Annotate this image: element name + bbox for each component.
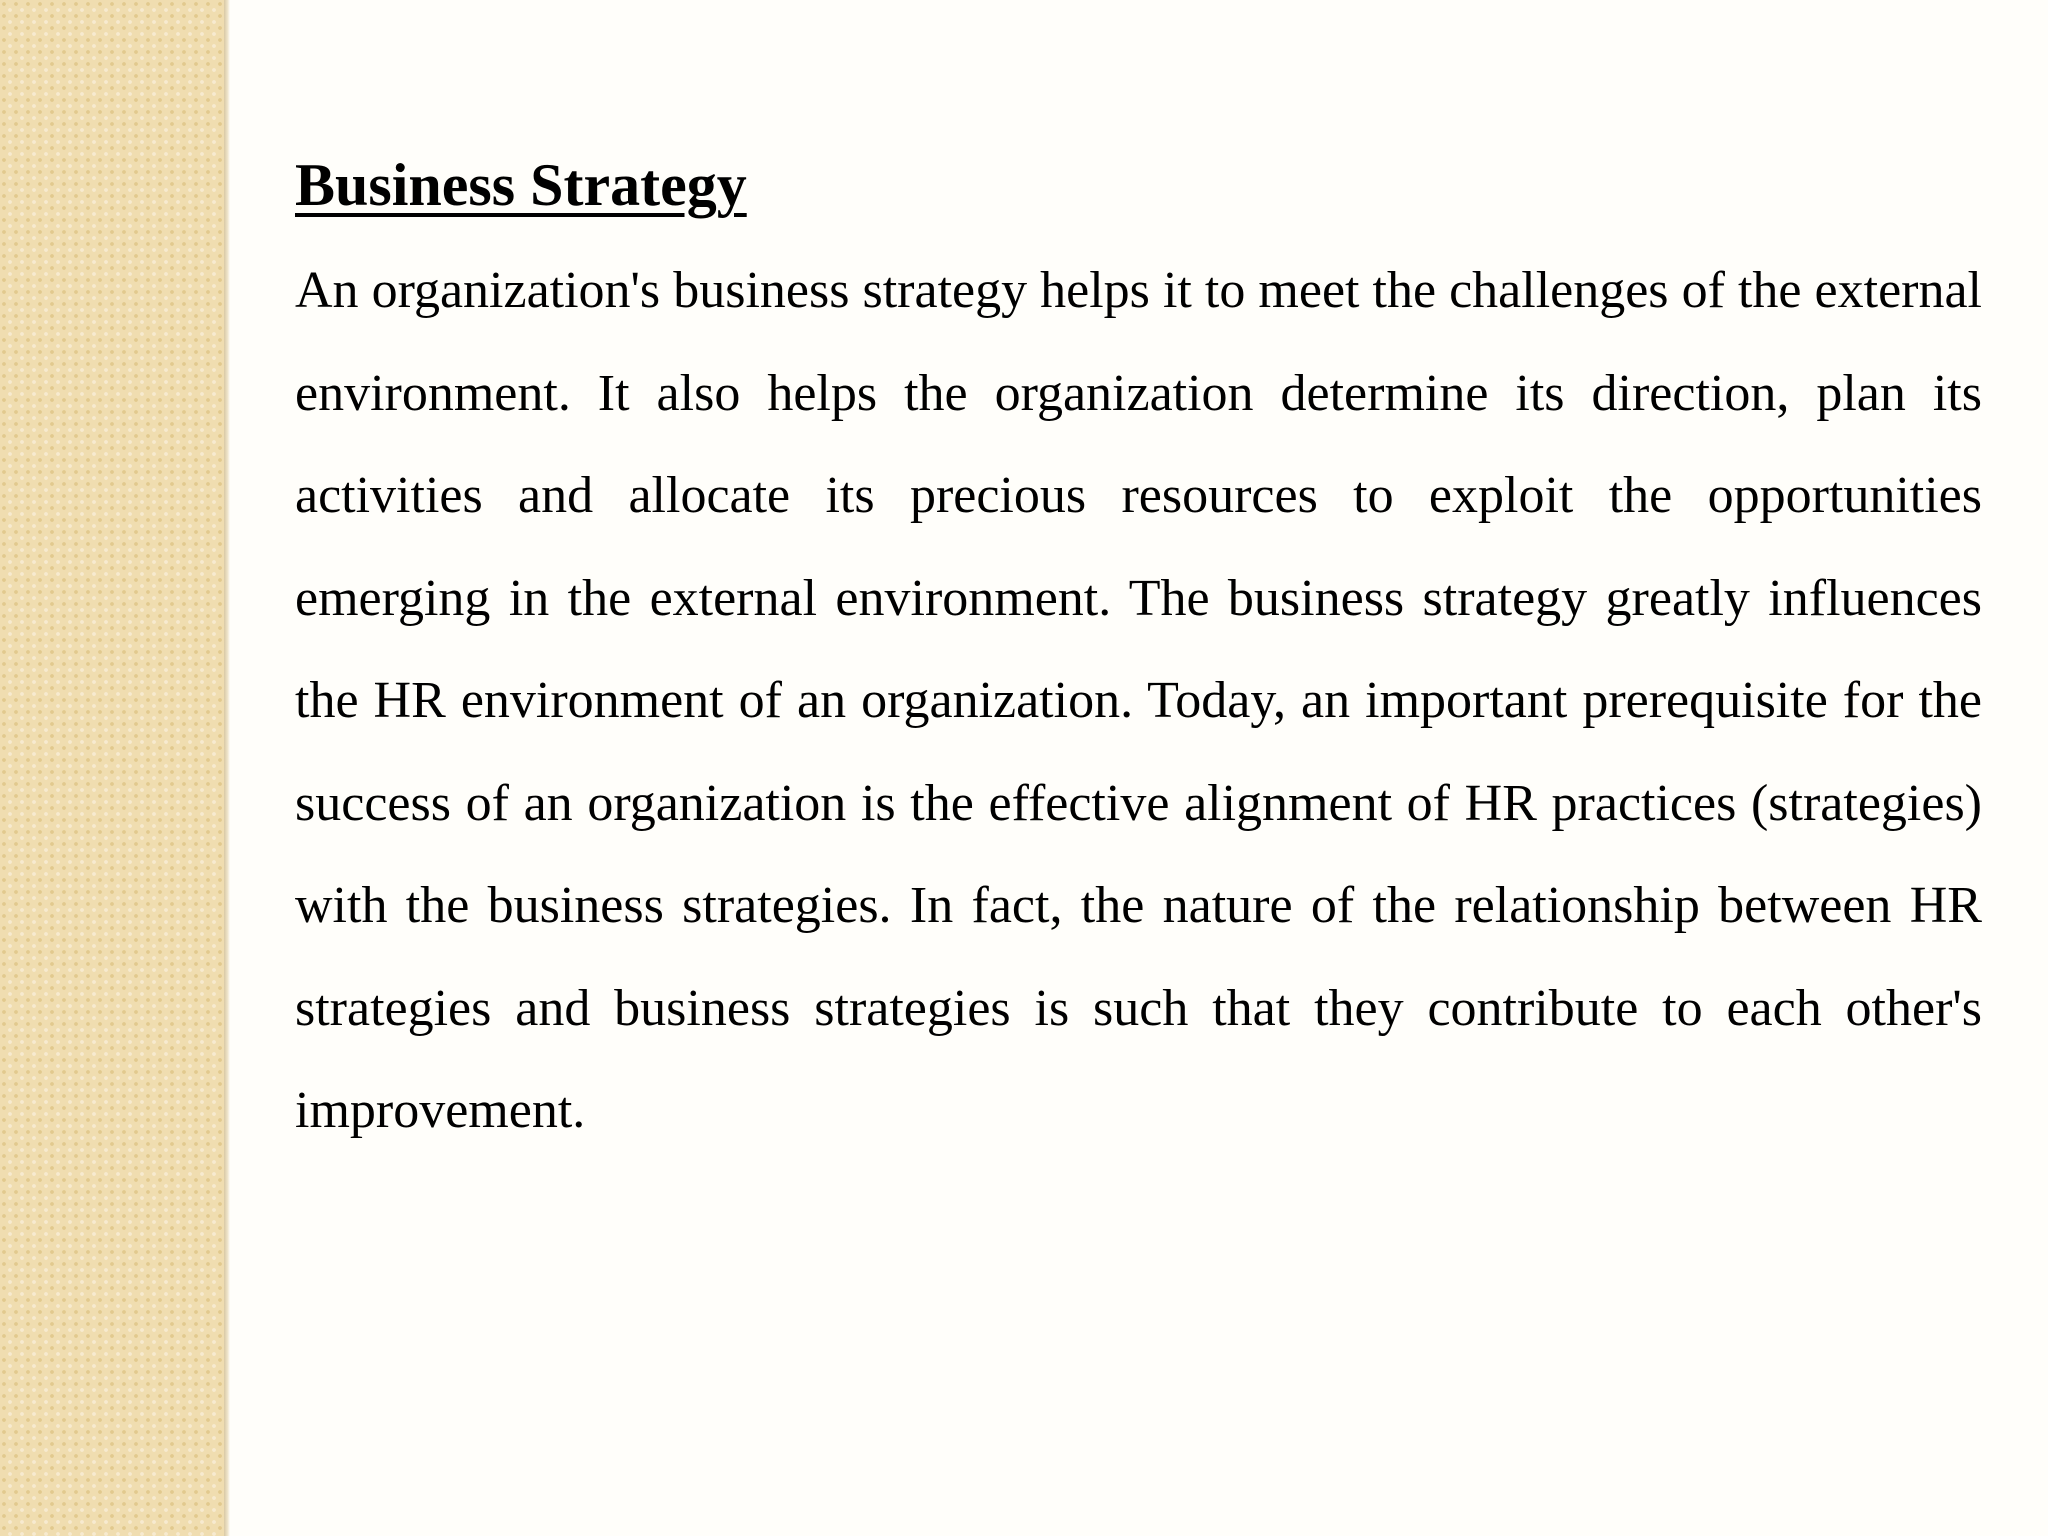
slide-content [295, 148, 1982, 1163]
decorative-side-band [0, 0, 224, 1536]
side-band-edge [224, 0, 230, 1536]
slide-heading: Business Strategy [295, 152, 747, 218]
slide-paragraph: An organization's business strategy helps it to meet the challenges of the external environment. It also helps the organization determine its direction, plan its activities and allocate its precious resources to exploit the opportunities emerging in the external environment. The business strategy greatly influences the HR environment of an organization. Today, an important prerequisite for the success of an organization is the effective alignment of HR practices (strategies) with the business strategies. In fact, the nature of the relationship between HR strategies and business strategies is such that they contribute to each other's improvement. [295, 262, 1982, 1139]
